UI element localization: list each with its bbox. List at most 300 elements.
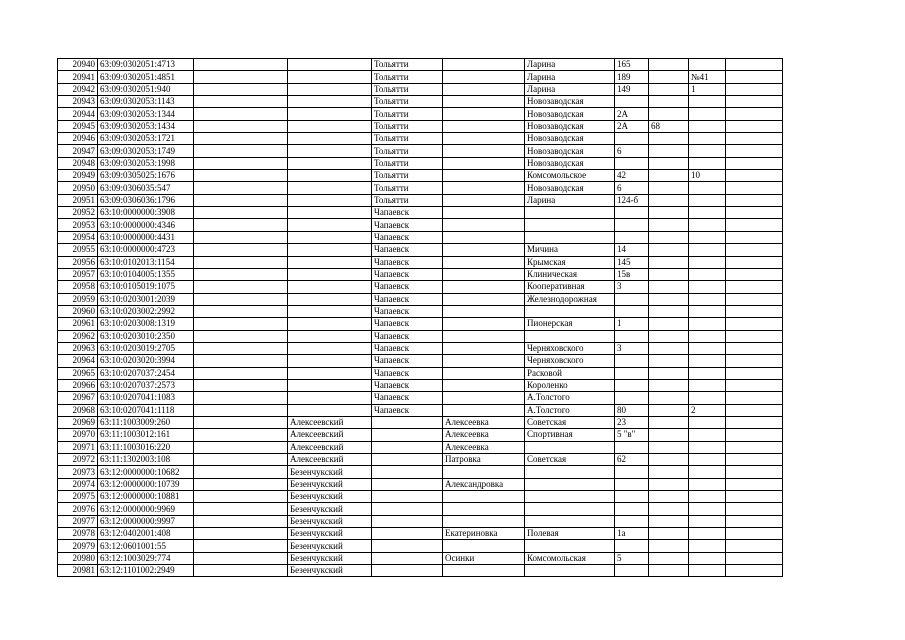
table-cell — [443, 120, 525, 132]
table-cell — [615, 367, 649, 379]
table-cell — [443, 342, 525, 354]
table-row — [58, 256, 783, 268]
table-cell: Александровка — [443, 478, 525, 490]
table-cell: Екатериновка — [443, 528, 525, 540]
table-cell: 63:10:0203010:2350 — [98, 330, 194, 342]
table-cell: Черняховского — [525, 355, 615, 367]
table-cell — [194, 108, 288, 120]
table-cell — [649, 379, 689, 391]
row-number-cell: 20980 — [58, 552, 98, 564]
table-cell — [726, 207, 783, 219]
table-cell — [288, 133, 372, 145]
table-cell — [649, 515, 689, 527]
table-cell — [689, 565, 726, 577]
table-cell: Новозаводская — [525, 133, 615, 145]
table-cell — [288, 83, 372, 95]
table-row — [58, 466, 783, 478]
table-row — [58, 330, 783, 342]
table-cell — [372, 478, 443, 490]
table-cell: 63:09:0302051:4851 — [98, 71, 194, 83]
table-cell: Чапаевск — [372, 392, 443, 404]
row-number-cell: 20967 — [58, 392, 98, 404]
table-cell: 3 — [615, 342, 649, 354]
table-cell — [194, 244, 288, 256]
table-cell: 63:09:0302051:4713 — [98, 59, 194, 71]
table-cell: 63:10:0000000:4431 — [98, 231, 194, 243]
table-cell: Новозаводская — [525, 182, 615, 194]
table-cell: Комсомольское — [525, 170, 615, 182]
table-cell: 63:10:0203020:3994 — [98, 355, 194, 367]
table-cell — [288, 305, 372, 317]
table-cell — [194, 552, 288, 564]
table-cell: Чапаевск — [372, 207, 443, 219]
table-cell — [372, 540, 443, 552]
table-cell: Чапаевск — [372, 244, 443, 256]
table-cell: 63:09:0302053:1721 — [98, 133, 194, 145]
table-cell — [649, 528, 689, 540]
table-cell — [649, 157, 689, 169]
table-cell — [615, 133, 649, 145]
table-cell — [649, 219, 689, 231]
table-cell — [649, 466, 689, 478]
table-cell: А.Толстого — [525, 392, 615, 404]
row-number-cell: 20977 — [58, 515, 98, 527]
table-cell — [525, 219, 615, 231]
table-cell — [288, 219, 372, 231]
table-cell — [194, 256, 288, 268]
table-cell — [525, 441, 615, 453]
table-cell — [443, 281, 525, 293]
table-cell: 6 — [615, 182, 649, 194]
table-row — [58, 157, 783, 169]
table-cell: №41 — [689, 71, 726, 83]
table-cell: Чапаевск — [372, 318, 443, 330]
table-row — [58, 281, 783, 293]
table-cell — [443, 108, 525, 120]
table-cell: 63:12:0000000:10881 — [98, 491, 194, 503]
table-cell: Расковой — [525, 367, 615, 379]
table-cell — [615, 379, 649, 391]
table-cell — [649, 416, 689, 428]
table-cell: 63:10:0203002:2992 — [98, 305, 194, 317]
table-cell — [525, 330, 615, 342]
table-cell: 62 — [615, 454, 649, 466]
table-cell: Чапаевск — [372, 367, 443, 379]
table-cell — [194, 441, 288, 453]
table-cell — [194, 355, 288, 367]
table-cell — [726, 491, 783, 503]
table-cell — [443, 318, 525, 330]
table-cell — [443, 293, 525, 305]
table-cell: Железнодорожная — [525, 293, 615, 305]
table-cell — [194, 83, 288, 95]
table-row — [58, 59, 783, 71]
table-cell: Алексеевка — [443, 441, 525, 453]
table-cell: Алексеевка — [443, 416, 525, 428]
table-cell: 3 — [615, 281, 649, 293]
row-number-cell: 20970 — [58, 429, 98, 441]
row-number-cell: 20975 — [58, 491, 98, 503]
table-cell — [194, 515, 288, 527]
table-cell — [443, 466, 525, 478]
table-cell — [443, 491, 525, 503]
table-cell — [372, 515, 443, 527]
table-cell — [288, 108, 372, 120]
table-cell: Новозаводская — [525, 108, 615, 120]
table-cell: Ларина — [525, 83, 615, 95]
table-cell: Пионерская — [525, 318, 615, 330]
row-number-cell: 20947 — [58, 145, 98, 157]
table-cell: 63:10:0104005:1355 — [98, 268, 194, 280]
table-cell — [372, 416, 443, 428]
table-cell: 63:09:0302053:1344 — [98, 108, 194, 120]
table-cell — [689, 96, 726, 108]
table-row — [58, 355, 783, 367]
table-cell: 1а — [615, 528, 649, 540]
table-cell — [443, 219, 525, 231]
table-cell — [689, 145, 726, 157]
table-cell — [689, 429, 726, 441]
table-cell — [288, 392, 372, 404]
row-number-cell: 20953 — [58, 219, 98, 231]
table-cell: 2А — [615, 108, 649, 120]
table-cell — [288, 404, 372, 416]
table-cell — [649, 194, 689, 206]
table-cell — [726, 145, 783, 157]
table-cell — [443, 305, 525, 317]
table-cell — [194, 96, 288, 108]
table-cell — [649, 330, 689, 342]
table-cell: Короленко — [525, 379, 615, 391]
table-cell — [288, 207, 372, 219]
table-cell — [689, 219, 726, 231]
table-cell: Комсомольская — [525, 552, 615, 564]
table-cell — [689, 503, 726, 515]
table-cell: Мичина — [525, 244, 615, 256]
table-cell — [615, 207, 649, 219]
row-number-cell: 20964 — [58, 355, 98, 367]
table-cell: 2А — [615, 120, 649, 132]
table-cell — [288, 170, 372, 182]
table-cell — [726, 194, 783, 206]
table-cell — [689, 318, 726, 330]
table-cell — [726, 318, 783, 330]
table-cell — [649, 552, 689, 564]
table-cell: 63:09:0302053:1434 — [98, 120, 194, 132]
table-cell — [372, 528, 443, 540]
table-cell — [726, 219, 783, 231]
table-cell: 63:10:0207041:1083 — [98, 392, 194, 404]
table-cell — [615, 491, 649, 503]
table-cell: 63:12:0000000:10739 — [98, 478, 194, 490]
table-cell — [288, 318, 372, 330]
table-cell — [726, 503, 783, 515]
table-cell: 2 — [689, 404, 726, 416]
table-cell — [194, 503, 288, 515]
table-cell — [525, 305, 615, 317]
table-cell: 10 — [689, 170, 726, 182]
table-cell — [615, 293, 649, 305]
table-cell — [372, 565, 443, 577]
table-cell — [689, 540, 726, 552]
table-row — [58, 108, 783, 120]
table-cell: Осинки — [443, 552, 525, 564]
table-cell — [288, 342, 372, 354]
row-number-cell: 20968 — [58, 404, 98, 416]
table-cell — [288, 96, 372, 108]
table-cell — [726, 182, 783, 194]
table-cell — [288, 293, 372, 305]
table-cell: Чапаевск — [372, 305, 443, 317]
table-cell — [689, 108, 726, 120]
table-cell — [726, 59, 783, 71]
table-cell: 63:11:1003009:260 — [98, 416, 194, 428]
table-cell — [649, 231, 689, 243]
table-cell: Безенчукский — [288, 515, 372, 527]
table-cell — [443, 379, 525, 391]
table-row — [58, 182, 783, 194]
table-row — [58, 379, 783, 391]
table-cell: Алексеевский — [288, 416, 372, 428]
table-cell: Чапаевск — [372, 268, 443, 280]
table-cell — [649, 429, 689, 441]
table-cell: 15в — [615, 268, 649, 280]
table-cell: Безенчукский — [288, 565, 372, 577]
table-cell — [726, 540, 783, 552]
table-cell — [726, 244, 783, 256]
table-cell — [525, 478, 615, 490]
table-cell: 63:10:0207037:2454 — [98, 367, 194, 379]
table-cell — [649, 565, 689, 577]
table-cell: Полевая — [525, 528, 615, 540]
table-row — [58, 120, 783, 132]
table-cell — [615, 515, 649, 527]
table-cell — [194, 293, 288, 305]
table-cell: 63:12:1003029:774 — [98, 552, 194, 564]
table-cell — [615, 157, 649, 169]
table-cell — [443, 59, 525, 71]
table-cell: 63:10:0207041:1118 — [98, 404, 194, 416]
table-cell — [443, 355, 525, 367]
table-cell — [726, 305, 783, 317]
table-cell — [726, 466, 783, 478]
table-cell — [194, 330, 288, 342]
table-row — [58, 305, 783, 317]
table-cell — [689, 120, 726, 132]
table-cell: Черняховского — [525, 342, 615, 354]
table-cell — [194, 145, 288, 157]
row-number-cell: 20966 — [58, 379, 98, 391]
row-number-cell: 20941 — [58, 71, 98, 83]
table-cell: Тольятти — [372, 59, 443, 71]
table-cell: 14 — [615, 244, 649, 256]
row-number-cell: 20976 — [58, 503, 98, 515]
table-row — [58, 441, 783, 453]
table-row — [58, 231, 783, 243]
table-cell — [194, 207, 288, 219]
table-cell — [649, 170, 689, 182]
row-number-cell: 20971 — [58, 441, 98, 453]
table-cell — [726, 108, 783, 120]
row-number-cell: 20940 — [58, 59, 98, 71]
table-row — [58, 429, 783, 441]
table-cell: Чапаевск — [372, 256, 443, 268]
table-cell: Тольятти — [372, 108, 443, 120]
table-cell: 63:12:0402001:408 — [98, 528, 194, 540]
table-cell — [649, 367, 689, 379]
table-cell — [689, 268, 726, 280]
table-cell — [726, 96, 783, 108]
table-cell: Алексеевка — [443, 429, 525, 441]
table-cell: Клиническая — [525, 268, 615, 280]
table-cell — [689, 528, 726, 540]
table-cell — [194, 194, 288, 206]
table-cell: Безенчукский — [288, 552, 372, 564]
table-row — [58, 194, 783, 206]
row-number-cell: 20974 — [58, 478, 98, 490]
table-cell: 68 — [649, 120, 689, 132]
table-cell — [194, 404, 288, 416]
table-cell: 145 — [615, 256, 649, 268]
table-cell — [726, 293, 783, 305]
table-cell — [689, 194, 726, 206]
table-cell — [194, 71, 288, 83]
table-cell: Алексеевский — [288, 429, 372, 441]
table-cell — [726, 170, 783, 182]
table-cell: 42 — [615, 170, 649, 182]
table-cell: Чапаевск — [372, 281, 443, 293]
table-cell — [194, 318, 288, 330]
table-cell — [649, 540, 689, 552]
table-cell — [649, 491, 689, 503]
table-cell — [194, 379, 288, 391]
row-number-cell: 20981 — [58, 565, 98, 577]
table-cell — [288, 182, 372, 194]
table-cell — [288, 256, 372, 268]
table-cell — [689, 342, 726, 354]
table-cell — [194, 281, 288, 293]
table-cell: 63:09:0302051:940 — [98, 83, 194, 95]
table-cell — [726, 416, 783, 428]
table-row — [58, 219, 783, 231]
table-cell — [443, 367, 525, 379]
table-cell — [689, 231, 726, 243]
table-cell: Новозаводская — [525, 157, 615, 169]
table-cell — [615, 96, 649, 108]
table-row — [58, 416, 783, 428]
table-cell — [689, 379, 726, 391]
table-cell: 63:09:0306035:547 — [98, 182, 194, 194]
table-cell: А.Толстого — [525, 404, 615, 416]
table-cell: Ларина — [525, 59, 615, 71]
table-cell — [194, 342, 288, 354]
table-cell — [689, 515, 726, 527]
table-cell — [443, 182, 525, 194]
table-cell: Чапаевск — [372, 355, 443, 367]
table-cell: 80 — [615, 404, 649, 416]
table-cell: 63:11:1003012:161 — [98, 429, 194, 441]
table-cell: 5 — [615, 552, 649, 564]
table-cell: Патровка — [443, 454, 525, 466]
table-cell: Ларина — [525, 194, 615, 206]
table-cell — [194, 170, 288, 182]
table-cell: 63:12:0601001:55 — [98, 540, 194, 552]
table-cell — [649, 392, 689, 404]
table-cell: Чапаевск — [372, 219, 443, 231]
table-cell: 165 — [615, 59, 649, 71]
table-cell: Безенчукский — [288, 466, 372, 478]
table-cell — [288, 355, 372, 367]
table-cell — [689, 157, 726, 169]
table-cell — [615, 441, 649, 453]
table-cell: 63:10:0000000:4723 — [98, 244, 194, 256]
row-number-cell: 20951 — [58, 194, 98, 206]
table-cell: Новозаводская — [525, 96, 615, 108]
table-cell — [194, 454, 288, 466]
table-cell — [649, 145, 689, 157]
table-cell — [525, 231, 615, 243]
table-cell — [194, 429, 288, 441]
table-cell — [615, 355, 649, 367]
table-cell: Ларина — [525, 71, 615, 83]
table-cell — [194, 231, 288, 243]
table-cell: 63:10:0203008:1319 — [98, 318, 194, 330]
table-cell — [689, 244, 726, 256]
table-cell — [649, 207, 689, 219]
table-cell — [443, 540, 525, 552]
table-cell — [443, 503, 525, 515]
table-cell: Тольятти — [372, 182, 443, 194]
table-cell — [443, 207, 525, 219]
table-cell: 63:09:0305025:1676 — [98, 170, 194, 182]
table-cell — [649, 108, 689, 120]
table-cell — [372, 552, 443, 564]
table-cell: 63:12:1101002:2949 — [98, 565, 194, 577]
table-cell — [726, 330, 783, 342]
table-body — [58, 59, 783, 577]
table-cell: 149 — [615, 83, 649, 95]
table-cell — [525, 503, 615, 515]
table-cell: 6 — [615, 145, 649, 157]
table-cell: 23 — [615, 416, 649, 428]
row-number-cell: 20942 — [58, 83, 98, 95]
table-cell: 63:09:0302053:1998 — [98, 157, 194, 169]
table-cell — [689, 416, 726, 428]
table-cell — [726, 404, 783, 416]
table-cell — [615, 392, 649, 404]
table-cell — [615, 330, 649, 342]
table-cell — [194, 528, 288, 540]
table-cell — [726, 552, 783, 564]
row-number-cell: 20949 — [58, 170, 98, 182]
table-cell — [649, 71, 689, 83]
table-cell — [525, 540, 615, 552]
table-cell — [726, 441, 783, 453]
table-cell — [525, 491, 615, 503]
table-cell — [689, 552, 726, 564]
row-number-cell: 20978 — [58, 528, 98, 540]
table-cell — [372, 454, 443, 466]
table-cell — [689, 207, 726, 219]
table-cell — [649, 83, 689, 95]
table-cell: Чапаевск — [372, 379, 443, 391]
table-cell: Кооперативная — [525, 281, 615, 293]
row-number-cell: 20960 — [58, 305, 98, 317]
table-cell: Новозаводская — [525, 120, 615, 132]
table-cell — [726, 120, 783, 132]
table-cell: Советская — [525, 454, 615, 466]
table-cell — [525, 565, 615, 577]
